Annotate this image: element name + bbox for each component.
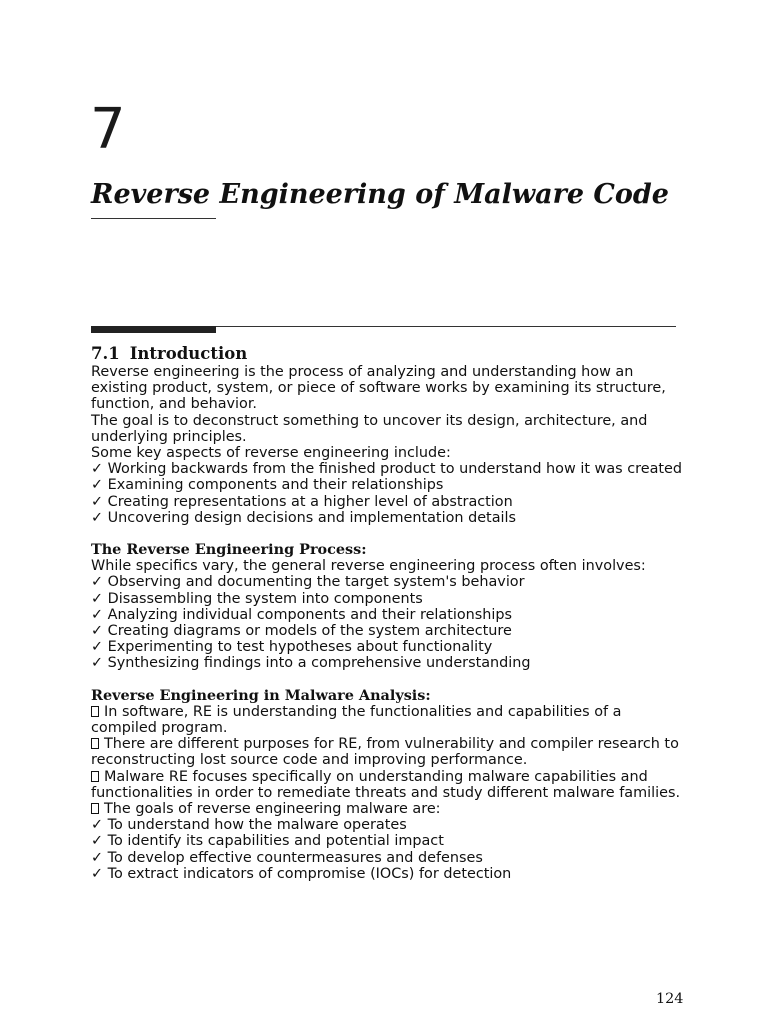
- intro-paragraph-aspects-lead: Some key aspects of reverse engineering include:: [91, 445, 451, 462]
- missing-glyph-bullet-icon: [91, 803, 99, 814]
- section-rule-accent: [91, 326, 216, 333]
- list-item: ✓ Synthesizing findings into a comprehensive understanding: [91, 655, 691, 671]
- process-heading: The Reverse Engineering Process:: [91, 541, 367, 559]
- list-item: ✓ Uncovering design decisions and implementation details: [91, 510, 691, 526]
- malware-bullet-text: In software, RE is understanding the functionalities and capabilities of a compiled program.: [91, 703, 622, 737]
- section-title: Introduction: [129, 344, 248, 363]
- chapter-number: 7: [90, 97, 126, 162]
- malware-bullet-text: The goals of reverse engineering malware are:: [104, 801, 441, 818]
- malware-bullet-text: Malware RE focuses specifically on understanding malware capabilities and functionalities in order to remediate threats and study different malware families.: [91, 768, 681, 801]
- malware-bullets: [91, 704, 691, 817]
- missing-glyph-bullet-icon: [91, 771, 99, 782]
- list-item: ✓ Examining components and their relationships: [91, 477, 691, 493]
- malware-bullet: [91, 704, 691, 736]
- list-item: ✓ Disassembling the system into components: [91, 591, 691, 607]
- malware-bullet-text: There are different purposes for RE, from vulnerability and compiler research to reconstructing lost source code and improving performance.: [91, 736, 679, 769]
- page-content: [91, 344, 691, 882]
- malware-heading: Reverse Engineering in Malware Analysis:: [91, 686, 431, 704]
- malware-bullet: [91, 736, 691, 768]
- malware-bullet: [91, 769, 691, 801]
- list-item: ✓ Working backwards from the finished product to understand how it was created: [91, 461, 691, 477]
- process-steps-list: [91, 574, 691, 671]
- section-heading: [91, 344, 691, 364]
- list-item: ✓ Creating representations at a higher level of abstraction: [91, 494, 691, 510]
- intro-paragraph-goal: The goal is to deconstruct something to uncover its design, architecture, and underlying principles.: [91, 412, 648, 445]
- malware-bullet: [91, 801, 691, 817]
- list-item: ✓ Creating diagrams or models of the system architecture: [91, 623, 691, 639]
- list-item: ✓ To extract indicators of compromise (IOCs) for detection: [91, 866, 691, 882]
- intro-paragraph-definition: Reverse engineering is the process of analyzing and understanding how an existing product, system, or piece of software works by examining its structure, function, and behavior.: [91, 364, 666, 413]
- section-number: 7.1: [91, 344, 120, 363]
- chapter-title: Reverse Engineering of Malware Code: [91, 179, 669, 210]
- intro-aspects-list: [91, 461, 691, 526]
- list-item: ✓ To identify its capabilities and potential impact: [91, 833, 691, 849]
- missing-glyph-bullet-icon: [91, 706, 99, 717]
- missing-glyph-bullet-icon: [91, 738, 99, 749]
- malware-goals-list: [91, 817, 691, 882]
- list-item: ✓ To understand how the malware operates: [91, 817, 691, 833]
- process-lead: While specifics vary, the general reverse engineering process often involves:: [91, 558, 646, 575]
- title-underline: [91, 218, 216, 219]
- page-number: 124: [656, 991, 684, 1007]
- list-item: ✓ Experimenting to test hypotheses about functionality: [91, 639, 691, 655]
- list-item: ✓ Analyzing individual components and their relationships: [91, 607, 691, 623]
- list-item: ✓ Observing and documenting the target system's behavior: [91, 574, 691, 590]
- list-item: ✓ To develop effective countermeasures and defenses: [91, 850, 691, 866]
